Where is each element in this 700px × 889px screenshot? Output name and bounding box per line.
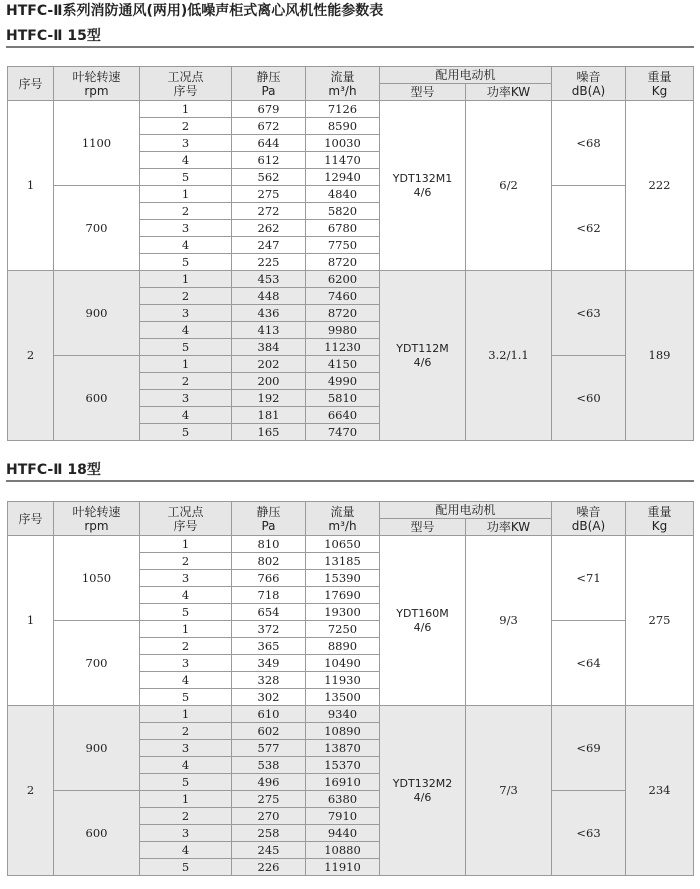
- pressure-cell: 496: [232, 774, 306, 791]
- section-label: HTFC-Ⅱ 15型: [6, 28, 101, 44]
- header-weight-label: 重量: [647, 504, 672, 519]
- header-flow: [306, 67, 380, 101]
- header-point-sub: 序号: [173, 83, 198, 98]
- motor-model-cell: [380, 101, 466, 271]
- motor-model: YDT132M1: [392, 171, 453, 185]
- flow-cell: 7470: [306, 424, 380, 441]
- pressure-cell: 384: [232, 339, 306, 356]
- flow-cell: 13185: [306, 553, 380, 570]
- pressure-cell: 275: [232, 186, 306, 203]
- point-cell: 5: [140, 339, 232, 356]
- point-cell: 2: [140, 808, 232, 825]
- flow-cell: 9340: [306, 706, 380, 723]
- point-cell: 1: [140, 791, 232, 808]
- flow-cell: 9440: [306, 825, 380, 842]
- header-row: [8, 67, 694, 84]
- noise-cell: <69: [552, 706, 626, 791]
- point-cell: 1: [140, 706, 232, 723]
- pressure-cell: 365: [232, 638, 306, 655]
- pressure-cell: 258: [232, 825, 306, 842]
- flow-cell: 7910: [306, 808, 380, 825]
- flow-cell: 5820: [306, 203, 380, 220]
- flow-cell: 19300: [306, 604, 380, 621]
- table-row: [8, 791, 694, 808]
- section-heading-18: [6, 458, 694, 482]
- weight-cell: 275: [626, 536, 694, 706]
- speed-cell: 600: [54, 791, 140, 876]
- pressure-cell: 718: [232, 587, 306, 604]
- table-header: [8, 502, 694, 536]
- pressure-cell: 602: [232, 723, 306, 740]
- motor-power-cell: 6/2: [466, 101, 552, 271]
- point-cell: 4: [140, 672, 232, 689]
- page-title: HTFC-Ⅱ系列消防通风(两用)低噪声柜式离心风机性能参数表: [6, 3, 384, 19]
- point-cell: 4: [140, 237, 232, 254]
- flow-cell: 10490: [306, 655, 380, 672]
- flow-cell: 6200: [306, 271, 380, 288]
- flow-cell: 7460: [306, 288, 380, 305]
- point-cell: 1: [140, 271, 232, 288]
- header-speed-unit: rpm: [84, 83, 109, 98]
- motor-power-cell: 7/3: [466, 706, 552, 876]
- motor-poles: 4/6: [413, 355, 432, 369]
- noise-cell: <68: [552, 101, 626, 186]
- flow-cell: 11910: [306, 859, 380, 876]
- header-speed-label: 叶轮转速: [72, 504, 121, 519]
- point-cell: 2: [140, 118, 232, 135]
- point-cell: 1: [140, 621, 232, 638]
- pressure-cell: 372: [232, 621, 306, 638]
- point-cell: 4: [140, 322, 232, 339]
- point-cell: 3: [140, 390, 232, 407]
- header-noise: [552, 67, 626, 101]
- header-speed: [54, 502, 140, 536]
- flow-cell: 11230: [306, 339, 380, 356]
- weight-cell: 222: [626, 101, 694, 271]
- flow-cell: 8590: [306, 118, 380, 135]
- flow-cell: 9980: [306, 322, 380, 339]
- flow-cell: 7250: [306, 621, 380, 638]
- speed-cell: 1050: [54, 536, 140, 621]
- header-speed-unit: rpm: [84, 518, 109, 533]
- point-cell: 3: [140, 655, 232, 672]
- flow-cell: 10890: [306, 723, 380, 740]
- header-motor-power: 功率KW: [466, 84, 552, 101]
- point-cell: 1: [140, 186, 232, 203]
- weight-cell: 234: [626, 706, 694, 876]
- flow-cell: 7750: [306, 237, 380, 254]
- header-pressure: [232, 67, 306, 101]
- header-seq: 序号: [8, 67, 54, 101]
- noise-cell: <71: [552, 536, 626, 621]
- speed-cell: 900: [54, 706, 140, 791]
- speed-cell: 700: [54, 186, 140, 271]
- seq-cell: 2: [8, 271, 54, 441]
- header-pressure-unit: Pa: [261, 518, 276, 533]
- seq-cell: 2: [8, 706, 54, 876]
- motor-poles: 4/6: [413, 185, 432, 199]
- pressure-cell: 562: [232, 169, 306, 186]
- flow-cell: 12940: [306, 169, 380, 186]
- flow-cell: 4840: [306, 186, 380, 203]
- motor-model: YDT132M2: [392, 776, 453, 790]
- header-row: [8, 502, 694, 519]
- pressure-cell: 448: [232, 288, 306, 305]
- pressure-cell: 270: [232, 808, 306, 825]
- pressure-cell: 275: [232, 791, 306, 808]
- point-cell: 5: [140, 254, 232, 271]
- header-point-label: 工况点: [167, 504, 204, 519]
- weight-cell: 189: [626, 271, 694, 441]
- pressure-cell: 436: [232, 305, 306, 322]
- noise-cell: <62: [552, 186, 626, 271]
- noise-cell: <60: [552, 356, 626, 441]
- pressure-cell: 165: [232, 424, 306, 441]
- header-point: [140, 502, 232, 536]
- flow-cell: 7126: [306, 101, 380, 118]
- pressure-cell: 672: [232, 118, 306, 135]
- group-2: [8, 271, 694, 441]
- speed-cell: 600: [54, 356, 140, 441]
- seq-cell: 1: [8, 101, 54, 271]
- speed-cell: 1100: [54, 101, 140, 186]
- point-cell: 3: [140, 305, 232, 322]
- header-pressure-label: 静压: [256, 69, 281, 84]
- table-header: [8, 67, 694, 101]
- header-weight-unit: Kg: [651, 83, 668, 98]
- point-cell: 5: [140, 604, 232, 621]
- pressure-cell: 245: [232, 842, 306, 859]
- point-cell: 1: [140, 101, 232, 118]
- motor-model: YDT160M: [396, 606, 449, 620]
- point-cell: 4: [140, 407, 232, 424]
- motor-model-cell: [380, 536, 466, 706]
- seq-cell: 1: [8, 536, 54, 706]
- header-weight: [626, 502, 694, 536]
- point-cell: 3: [140, 825, 232, 842]
- point-cell: 3: [140, 220, 232, 237]
- flow-cell: 15390: [306, 570, 380, 587]
- point-cell: 2: [140, 373, 232, 390]
- point-cell: 1: [140, 536, 232, 553]
- spec-table-18: [7, 501, 694, 876]
- point-cell: 2: [140, 638, 232, 655]
- table-row: [8, 621, 694, 638]
- pressure-cell: 654: [232, 604, 306, 621]
- point-cell: 5: [140, 424, 232, 441]
- header-motor-model: 型号: [380, 519, 466, 536]
- header-weight: [626, 67, 694, 101]
- flow-cell: 4990: [306, 373, 380, 390]
- motor-power-cell: 3.2/1.1: [466, 271, 552, 441]
- pressure-cell: 413: [232, 322, 306, 339]
- pressure-cell: 302: [232, 689, 306, 706]
- header-speed: [54, 67, 140, 101]
- header-pressure: [232, 502, 306, 536]
- header-weight-label: 重量: [647, 69, 672, 84]
- header-noise-label: 噪音: [576, 504, 601, 519]
- point-cell: 2: [140, 203, 232, 220]
- point-cell: 1: [140, 356, 232, 373]
- flow-cell: 4150: [306, 356, 380, 373]
- flow-cell: 15370: [306, 757, 380, 774]
- flow-cell: 6380: [306, 791, 380, 808]
- pressure-cell: 226: [232, 859, 306, 876]
- table-row: [8, 706, 694, 723]
- table-row: [8, 186, 694, 203]
- point-cell: 3: [140, 135, 232, 152]
- header-noise-unit: dB(A): [571, 83, 606, 98]
- flow-cell: 10650: [306, 536, 380, 553]
- pressure-cell: 202: [232, 356, 306, 373]
- noise-cell: <63: [552, 271, 626, 356]
- section-label: HTFC-Ⅱ 18型: [6, 462, 101, 478]
- group-1: [8, 536, 694, 706]
- point-cell: 4: [140, 152, 232, 169]
- noise-cell: <64: [552, 621, 626, 706]
- flow-cell: 10880: [306, 842, 380, 859]
- flow-cell: 13500: [306, 689, 380, 706]
- table-row: [8, 356, 694, 373]
- pressure-cell: 272: [232, 203, 306, 220]
- speed-cell: 900: [54, 271, 140, 356]
- header-flow-unit: m³/h: [328, 83, 357, 98]
- pressure-cell: 802: [232, 553, 306, 570]
- section-heading-15: [6, 24, 694, 48]
- pressure-cell: 810: [232, 536, 306, 553]
- pressure-cell: 679: [232, 101, 306, 118]
- header-noise-unit: dB(A): [571, 518, 606, 533]
- point-cell: 2: [140, 288, 232, 305]
- group-1: [8, 101, 694, 271]
- header-flow-label: 流量: [330, 69, 355, 84]
- header-weight-unit: Kg: [651, 518, 668, 533]
- flow-cell: 5810: [306, 390, 380, 407]
- pressure-cell: 349: [232, 655, 306, 672]
- flow-cell: 11470: [306, 152, 380, 169]
- pressure-cell: 247: [232, 237, 306, 254]
- flow-cell: 6640: [306, 407, 380, 424]
- header-motor-power: 功率KW: [466, 519, 552, 536]
- point-cell: 5: [140, 689, 232, 706]
- pressure-cell: 453: [232, 271, 306, 288]
- flow-cell: 10030: [306, 135, 380, 152]
- speed-cell: 700: [54, 621, 140, 706]
- point-cell: 5: [140, 774, 232, 791]
- point-cell: 3: [140, 740, 232, 757]
- flow-cell: 6780: [306, 220, 380, 237]
- header-flow-label: 流量: [330, 504, 355, 519]
- point-cell: 4: [140, 757, 232, 774]
- point-cell: 4: [140, 587, 232, 604]
- spec-table-15: [7, 66, 694, 441]
- flow-cell: 8720: [306, 254, 380, 271]
- point-cell: 2: [140, 723, 232, 740]
- header-noise: [552, 502, 626, 536]
- pressure-cell: 328: [232, 672, 306, 689]
- noise-cell: <63: [552, 791, 626, 876]
- flow-cell: 11930: [306, 672, 380, 689]
- header-point: [140, 67, 232, 101]
- table-row: [8, 271, 694, 288]
- motor-poles: 4/6: [413, 620, 432, 634]
- pressure-cell: 192: [232, 390, 306, 407]
- pressure-cell: 644: [232, 135, 306, 152]
- flow-cell: 16910: [306, 774, 380, 791]
- header-seq: 序号: [8, 502, 54, 536]
- table-row: [8, 101, 694, 118]
- point-cell: 4: [140, 842, 232, 859]
- table-row: [8, 536, 694, 553]
- header-pressure-label: 静压: [256, 504, 281, 519]
- motor-model-cell: [380, 706, 466, 876]
- flow-cell: 13870: [306, 740, 380, 757]
- motor-model: YDT112M: [396, 341, 449, 355]
- header-motor: 配用电动机: [380, 502, 552, 519]
- header-speed-label: 叶轮转速: [72, 69, 121, 84]
- point-cell: 3: [140, 570, 232, 587]
- header-flow: [306, 502, 380, 536]
- pressure-cell: 577: [232, 740, 306, 757]
- pressure-cell: 225: [232, 254, 306, 271]
- flow-cell: 8890: [306, 638, 380, 655]
- header-motor-model: 型号: [380, 84, 466, 101]
- header-motor: 配用电动机: [380, 67, 552, 84]
- pressure-cell: 200: [232, 373, 306, 390]
- point-cell: 5: [140, 859, 232, 876]
- header-flow-unit: m³/h: [328, 518, 357, 533]
- pressure-cell: 612: [232, 152, 306, 169]
- header-point-sub: 序号: [173, 518, 198, 533]
- header-noise-label: 噪音: [576, 69, 601, 84]
- motor-poles: 4/6: [413, 790, 432, 804]
- point-cell: 5: [140, 169, 232, 186]
- pressure-cell: 538: [232, 757, 306, 774]
- header-point-label: 工况点: [167, 69, 204, 84]
- motor-model-cell: [380, 271, 466, 441]
- group-2: [8, 706, 694, 876]
- header-pressure-unit: Pa: [261, 83, 276, 98]
- pressure-cell: 610: [232, 706, 306, 723]
- pressure-cell: 766: [232, 570, 306, 587]
- motor-power-cell: 9/3: [466, 536, 552, 706]
- flow-cell: 8720: [306, 305, 380, 322]
- point-cell: 2: [140, 553, 232, 570]
- pressure-cell: 181: [232, 407, 306, 424]
- flow-cell: 17690: [306, 587, 380, 604]
- pressure-cell: 262: [232, 220, 306, 237]
